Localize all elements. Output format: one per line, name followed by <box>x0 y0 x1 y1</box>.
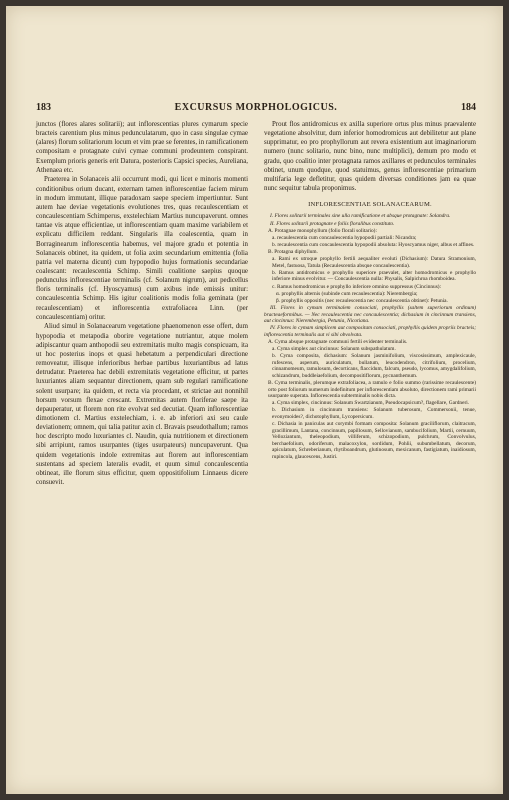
paragraph: Aliud simul in Solanacearum vegetatione phaenomenon esse offert, dum hypopodia et metapodia oborire vegetatione nutriantur, atque molem adipiscantur quam anthopodii seu extremitatis multo magis conspicuam, ita ut hoc posterius inops et quasi hebetatum a perpendiculari directione removeatur, illisque inferioribus herbae partibus luxuriantibus ad latus detrudatur. Praeterea hac debili extremitatis vegetatione efficitur, ut partes luxuriantes aliam sequantur directionem, quam sub regulari ramificatione solent usurpare; ita quidem, et recta via procedant, et strictae aut nonnihil horsum vorsum flexae crescant. Extremitas autem floriferae saepe ita depauperatur, ut florem non rite evolvat sed decutiat. Quam inflorescentiae dimotionem cl. Martius exstelechiam, i. e. ab inferiori axi seu caule deviationem; omnem, qui talia patitur axin cl. Bravais pseudothallum; ramos hoc descripto modo luxuriantes cl. Naudin, quia nutritionem et directionem sibi arripiunt, ramos usurpantes (tiges usurpateurs) nuncupaverunt. Qua quidem vegetationis indole extremitas aut florem aut inflorescentiam sustentans ad speciem lateralis evadit, et quum simul concaulescentia obtineat, ille florum situs efficitur, quem oppositifolium Linnaeus dicere consuevit. <box>36 323 248 487</box>
synopsis-line: c. Dichasia in paniculas aut corymbi formam composita: Solanum graciliflorum, claitracum, gracillimum, Lantana, concinnum, papillosum, Sellovianum, sambucifolium, Martii, cernuum, Velloziantum, theleopodium, villiferum, schizopodium, pulchrum, Convolvulus, berchaefolium, odoriferum, malacoxylon, sordidum, Pohlii, subumbellatum, decorum, apiculatum, Schreberianum, rhytiboandrum, glutinosum, mexicanum, fastigiatum, inaidiosum, rupincola, glaucescens, Justiri. <box>272 421 476 460</box>
running-title: EXCURSUS MORPHOLOGICUS. <box>174 102 338 113</box>
synopsis-line: b. recaulescentia cum concaulescentia hypopodii absoluta: Hyoscyamus niger, albus et affines. <box>272 241 475 248</box>
paragraph: Praeterea in Solanaceis alii occurrunt modi, qui licet e minoris momenti conditionibus orium ducant, externam tamen inflorescentiae faciem mirum in modum immutant, illique paradoxam saepe speciem impertiuntur. Sunt autem hae deviae vegetationis evolutiones tres, quas recaulescentiam et concaulescentiam Schimperus, exstelechiam Martius nuncupaverunt. omnes tantae vis atque efficientiae, ut inflorescentiam quam maxime variabilem et explicatu difficilem reddant. Singularis illa coalescentia, quam in Borraginearum inflorescentia habemus, vel majore gradu et potentia in Solanaceis obtinet, ita quidem, ut folia axim secundarium emittentia (folia patria vel materna dicunt) cum hypopodio hujus formationis secundariae coalescant: recaulescentia Schimp. Simili coalitione saepius quoque pedunculus inflorescentiae terminalis (cf. Solanum nigrum), aut pedicellus floris terminalis (cf. Hyoscyamus) cum axibus inde emissis unitur: concaulescentia Schimp. His igitur coalitionis modis folia geminata (per recaulescentiam) et inflorescentia extrafoliacea Linn. (per concaulescentiam) oritur. <box>36 176 248 321</box>
synopsis-line: B. Protagna diphyllum. <box>268 249 318 256</box>
synopsis-line: A. Protagnae monophyllum (folio florali solitario): <box>268 227 377 234</box>
synopsis-line: II. Flores solitarii protagnate e foliis floralibus constituto. <box>270 220 395 227</box>
right-column <box>264 120 476 461</box>
synopsis-line: a. Cyma simplex, cincinnus: Solanum Swartzianum, Pseudocapsicum?, flagellare, Gardneri. <box>272 400 470 407</box>
page-number-left: 183 <box>36 102 51 113</box>
synopsis-title: INFLORESCENTIAE SOLANACEARUM. <box>308 201 432 209</box>
book-page <box>6 6 503 794</box>
synopsis-line: A. Cyma absque protagnate communi fertili evidenter terminalis. <box>268 338 408 345</box>
synopsis-line: I. Flores solitarii terminales sine ulla ramificatione et absque protagnate: Solandra. <box>270 213 451 220</box>
paragraph: Prout flos antidromicus ex axilla superiore ortus plus minus praevalente vegetatione absolvitur, dum inferior homodromicus aut debilitetur aut plane supprimatur, eo pro prophyllorum aut revera existentium aut imaginariorum numero (nunc solitario, nunc bino, nunc multiplici), demum pro modo et gradu, quo coalitio inter protagnata ramos axillares et pedunculos terminales obtinet, unum quodque, quod statuimus, genus inflorescentiae primarium multifaria lege defletitur, quas quidem diversas conditiones jam ea quae nunc sequitur tabula proponimus. <box>264 121 476 193</box>
synopsis-line: a. recaulescentia cum concaulescentia hypopodii partiali: Nicandra; <box>272 234 417 241</box>
synopsis-line: b. Ramus antidromicus e prophyllo superiore praevalet, alter homodromicus e prophyllo inferiore minus evolvitur. — Concaulescentia nulla: Physalis, Salpichroa rhomboidea. <box>272 269 476 283</box>
synopsis-line: α. prophyllis alternis (subinde cum recaulescentia): Nierembergia; <box>276 290 418 297</box>
synopsis-line: b. Dichasium in cincinnum transiens: Solanum tuberosum, Commersonii, tenue, evonymoides?, dichotophyllum, Lycopersicum. <box>272 407 476 420</box>
synopsis-line: a. Rami ex utroque prophyllo fertili aequaliter evoluti (Dichasium): Datura Stramonium, Metel, fastuosa, Tatula (Recaulescentia absque concaulescentia). <box>272 256 476 269</box>
synopsis-table <box>264 213 476 460</box>
synopsis-line: β. prophyllis oppositis (nec recaulescentia nec concaulescentia obtinet): Petunia. <box>276 297 448 304</box>
left-column <box>36 120 248 487</box>
synopsis-line: IV. Flores in cymam simplicem aut compositam consociati, prophyllis quidem propriis bracteis; inflorescentia terminalis aut vi sibi obvolvata. <box>264 325 476 338</box>
synopsis-line: III. Flores in cymam terminalem consociati, prophyllis (saltem superiorum ordinum) bracteaeformibus. — Nec recaulescentia nec concaulescentia; dichasium in cincinnum transiens, aut cincinnus: Nierembergia, Petunia, Nicotiana. <box>264 305 476 325</box>
synopsis-line: a. Cyma simplex aut cincinnus: Solanum subspathulatum. <box>272 346 396 353</box>
synopsis-line: B. Cyma terminalis, plerumque extrafoliacea, a ramulo e folio summo (rarissime recaulescente) orto post foliorum numerum indefinitum per inflorescentiam absoluto, directionem rami primarii usurpante superata. Inflorescentia subterminalis nobis dicta. <box>268 380 476 400</box>
page-number-right: 184 <box>461 102 476 113</box>
synopsis-line: c. Ramus homodromicus e prophyllo inferiore omnino suppressus (Cincinnus): <box>272 283 442 290</box>
synopsis-line: b. Cyma composita, dichasium: Solanum jasminifolium, viscosissimum, amplexicaule, rufescens, asperum, auriculatum, bullatum, leucodendron, citrifolium, procelium, cinnamomeum, ramulosum, decorticans, flaccidum, falcum, pseudo, lycomus, amygdalifolium, schizandrum, buddleiaefolium, decompositiflorum, pycnanthemum. <box>272 353 476 379</box>
running-header <box>36 102 476 116</box>
paragraph: junctos (flores alares solitarii); aut inflorescentias plures cymarum specie bracteis carentium plus minus pedunculatarum, quo in casu singulae cymae (alares) florum solitariorum locum et vim prae se ferentes, in ramificationem compositam e protagnate cuivi cymae communi prodeuntem conspirant. Exemplum prioris generis erit Datura, posterioris Capsici species, Aureliana, Athenaea etc. <box>36 121 248 174</box>
